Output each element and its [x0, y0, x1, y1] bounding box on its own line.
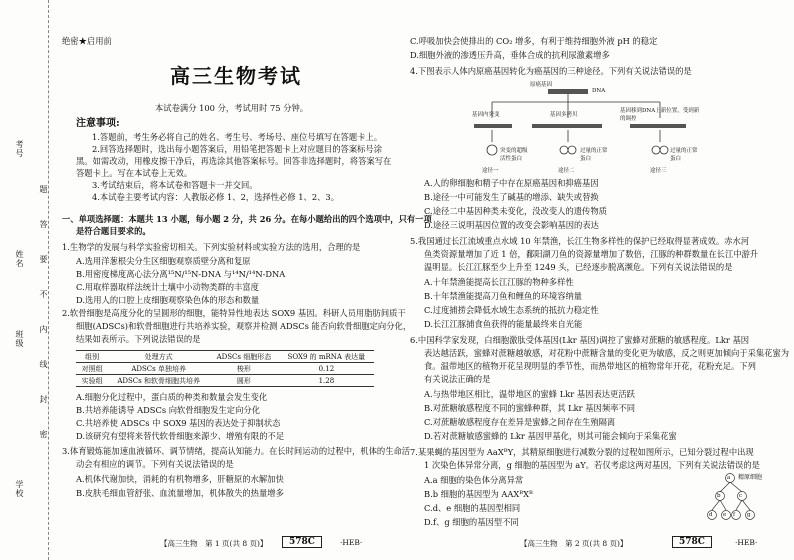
seal-char: 题 — [39, 185, 48, 194]
meiosis-diagram — [700, 470, 780, 534]
diagram-label: 原癌基因 — [530, 82, 553, 88]
school-label: 学校 — [15, 480, 24, 498]
class-label: 班级 — [15, 330, 24, 348]
paper-code-right — [672, 536, 712, 548]
seal-char: 封 — [39, 395, 48, 404]
q7-option: B.b 细胞的基因型为 AAXᴮXᴮ — [424, 489, 533, 499]
diagram-label: 突变的超级活性蛋白 — [500, 148, 528, 162]
diagram-label: DNA — [592, 88, 606, 94]
publisher-mark: ·HEB· — [340, 538, 363, 547]
q3-option: B.皮肤毛细血管舒张、血流量增加，机体散失的热量增多 — [76, 488, 284, 498]
q5-stem: 温明显。长江江豚至少上升至 1249 头，已经逐步脱离濒危。下列有关说法错误的是 — [424, 262, 733, 272]
pathway-label: 途径一 — [482, 168, 499, 174]
paper-code: 578C — [282, 536, 322, 548]
diagram-label: 基因内突变 — [472, 112, 500, 118]
q1-option: A.选用洋葱根尖分生区细胞观察质壁分离和复原 — [76, 256, 251, 266]
note-line: 答题卡上。写在本试卷上无效。 — [76, 168, 193, 178]
q2-stem: 结果如表所示。下列说法错误的是 — [76, 334, 201, 344]
seal-char: 要 — [39, 255, 48, 264]
oncogene-diagram — [470, 80, 700, 176]
publisher-mark: ·HEB· — [735, 538, 758, 547]
exam-meta: 本试卷满分 100 分，考试用时 75 分钟。 — [155, 103, 309, 113]
section-heading: 一、单项选择题：本题共 13 小题，每小题 2 分，共 26 分。在每小题给出的四个选项中，只有一项 — [62, 214, 432, 224]
q2-stem: 2.软骨细胞是高度分化的呈圆形的细胞，能特异性地表达 SOX9 基因。科研人员用脂肪间质干 — [62, 308, 406, 318]
q2-option: D.该研究有望将来替代软骨细胞来源少、增殖有限的不足 — [76, 431, 285, 441]
q7-stem: 7.某果蝇的基因型为 AaXᴮY，其精原细胞进行减数分裂的过程如图所示，已知分裂过程中出现 — [410, 447, 754, 457]
q7-option: C.d、e 细胞的基因型相同 — [424, 503, 521, 513]
page-footer-left: 【高三生物 第 1 页(共 8 页)】 — [160, 539, 268, 548]
q5-option: A.十年禁渔能提高长江江豚的物种多样性 — [424, 277, 574, 287]
dna-segment — [548, 89, 588, 94]
q7-stem: 1 次染色体异常分离，g 细胞的基因型为 aY。若仅考虑这两对基因，下列有关说法错误的是 — [424, 460, 760, 470]
q1-option: C.用取样器取样法统计土壤中小动物类群的丰富度 — [76, 282, 259, 292]
q2-option: A.细胞分化过程中，蛋白质的种类和数量会发生变化 — [76, 392, 268, 402]
cell-letter: c — [739, 493, 743, 499]
q2-stem: 细胞(ADSCs)和软骨细胞进行共培养实验，观察并检测 ADSCs 能否向软骨细胞定向分化， — [76, 321, 412, 331]
diagram-label: 精原细胞 — [738, 474, 763, 481]
table-cell: 1.28 — [279, 375, 374, 387]
table-cell: ADSCs 和软骨细胞共培养 — [108, 375, 209, 387]
seal-char: 答 — [39, 220, 48, 229]
cell-letter: e — [723, 512, 727, 518]
table-cell: 圆形 — [209, 375, 279, 387]
q1-stem: 1.生物学的发展与科学实验密切相关。下列实验材料或实验方法的选用，合理的是 — [62, 242, 361, 252]
table-cell: 0.12 — [279, 363, 374, 375]
q6-option: C.对蔗糖敏感程度存在差异是蜜蜂之间存在生殖隔离 — [424, 417, 616, 427]
q5-option: B.十年禁渔能提高刀鱼和鲤鱼的环境容纳量 — [424, 291, 583, 301]
q3-stem: 动会有相应的调节。下列有关说法错误的是 — [76, 459, 234, 469]
table-header: 组别 — [76, 351, 108, 363]
paper-code-left — [282, 536, 322, 548]
table-cell: ADSCs 单独培养 — [108, 363, 209, 375]
q3-option: C.呼吸加快会使排出的 CO₂ 增多，有利于维持细胞外液 pH 的稳定 — [410, 36, 658, 46]
q6-stem: 有关说法正确的是 — [424, 374, 491, 384]
q6-stem: 食。温带地区的植物开花呈现明显的季节性，而热带地区的植物常年开花，花粉充足。下列 — [424, 361, 756, 371]
q7-option: D.f、g 细胞的基因型不同 — [424, 517, 519, 527]
seal-char: 密 — [39, 430, 48, 439]
note-line: 3.考试结束后，将本试卷和答题卡一并交回。 — [92, 180, 258, 190]
q3-option: D.细胞外液的渗透压升高，垂体合成的抗利尿激素增多 — [410, 50, 610, 60]
table-cell: 对照组 — [76, 363, 108, 375]
exam-title: 高三生物考试 — [170, 64, 302, 88]
seal-char: 内 — [39, 325, 48, 334]
q2-table — [76, 350, 374, 387]
q4-option: C.途径二中基因种类未变化，没改变人的遗传物质 — [424, 206, 607, 216]
table-header: 处理方式 — [108, 351, 209, 363]
q5-stem: 鱼类资源量增加了近 1 倍，鄱阳湖刀鱼的资源量增加了数倍，江豚的种群数量在长江中游升 — [424, 249, 759, 259]
table-cell: 实验组 — [76, 375, 108, 387]
secret-mark: 绝密★启用前 — [62, 36, 112, 46]
q7-option: A.a 细胞的染色体分离异常 — [424, 475, 524, 485]
cell-letter: a — [727, 475, 731, 481]
diagram-label: 过量的正常蛋白 — [670, 148, 698, 162]
note-line: 1.答题前，考生务必将自己的姓名、考生号、考场号、座位号填写在答题卡上。 — [92, 132, 383, 142]
seal-char: 不 — [39, 290, 48, 299]
cell-letter: d — [709, 512, 713, 518]
cell-letter: f — [733, 512, 736, 518]
q6-stem: 表达越活跃，蜜蜂对蔗糖越敏感，对花粉中蔗糖含量的变化更为敏感，反之则更加倾向于采集花蜜为 — [424, 348, 790, 358]
note-line: 4.本试卷主要考试内容：人教版必修 1、2，选择性必修 1、2、3。 — [92, 192, 340, 202]
name-label: 姓名 — [15, 250, 24, 268]
q6-stem: 6.中国科学家发现，白细胞激肽受体基因(Lkr 基因)调控了蜜蜂对蔗糖的敏感程度。Lkr 基因 — [410, 335, 750, 345]
table-header-row — [76, 351, 374, 363]
q2-option: C.共培养使 ADSCs 中 SOX9 基因的表达处于抑制状态 — [76, 418, 281, 428]
q3-stem: 3.体育锻炼能加速血液循环、调节情绪，提高认知能力。在长时间运动的过程中，机体的生命活 — [62, 446, 411, 456]
q6-option: B.对蔗糖敏感程度不同的蜜蜂种群，其 Lkr 基因频率不同 — [424, 403, 636, 413]
q3-option: A.机体代谢加快，消耗的有机物增多，肝糖原的水解加快 — [76, 474, 284, 484]
q5-option: D.长江江豚捕食鱼获得的能量最终来自光能 — [424, 319, 583, 329]
table-cell: 梭形 — [209, 363, 279, 375]
table-header: ADSCs 细胞形态 — [209, 351, 279, 363]
q4-option: B.途径一中可能发生了碱基的增添、缺失或替换 — [424, 192, 599, 202]
diagram-label: 过量的正常蛋白 — [580, 148, 608, 162]
seal-line — [48, 0, 49, 560]
q6-option: D.若对蔗糖敏感蜜蜂的 Lkr 基因甲基化，则其可能会倾向于采集花蜜 — [424, 431, 677, 441]
cell-letter: g — [747, 512, 751, 518]
pathway-label: 途径二 — [558, 168, 575, 174]
q5-stem: 5.我国通过长江流域重点水域 10 年禁渔，长江生物多样性的保护已经取得显著成效。赤水河 — [410, 236, 750, 246]
diagram-label: 基因移到DNA上新位置，受到新的调控 — [620, 108, 700, 122]
notes-title: 注意事项: — [76, 118, 120, 129]
pathway-label: 途径三 — [650, 168, 667, 174]
table-header: SOX9 的 mRNA 表达量 — [279, 351, 374, 363]
page-footer-right: 【高三生物 第 2 页(共 8 页)】 — [520, 539, 628, 548]
q6-option: A.与热带地区相比，温带地区的蜜蜂 Lkr 基因表达更活跃 — [424, 389, 635, 399]
cell-letter: b — [717, 493, 721, 499]
q4-stem: 4.下图表示人体内原癌基因转化为癌基因的三种途径。下列有关说法错误的是 — [410, 66, 692, 76]
exam-no-label: 考号 — [15, 140, 24, 158]
paper-code: 578C — [672, 536, 712, 548]
seal-char: 线 — [39, 360, 48, 369]
q1-option: D.选用人的口腔上皮细胞观察染色体的形态和数量 — [76, 295, 260, 305]
q2-option: B.共培养能诱导 ADSCs 向软骨细胞发生定向分化 — [76, 405, 260, 415]
note-line: 黑。如需改动，用橡皮擦干净后，再选涂其他答案标号。回答非选择题时，将答案写在 — [76, 156, 392, 166]
section-heading-cont: 是符合题目要求的。 — [76, 226, 151, 236]
q4-option: A.人的卵细胞和精子中存在原癌基因和抑癌基因 — [424, 178, 599, 188]
q1-option: B.用密度梯度离心法分离¹⁵N/¹⁵N-DNA 与¹⁴N/¹⁴N-DNA — [76, 269, 286, 279]
table-row — [76, 375, 374, 387]
diagram-label: 基因多拷贝 — [550, 112, 578, 118]
q5-option: C.过度捕捞会降低水域生态系统的抵抗力稳定性 — [424, 305, 599, 315]
note-line: 2.回答选择题时，选出每小题答案后，用铅笔把答题卡上对应题目的答案标号涂 — [92, 144, 383, 154]
table-row — [76, 363, 374, 375]
q4-option: D.途径三说明基因位置的改变会影响基因的表达 — [424, 220, 599, 230]
